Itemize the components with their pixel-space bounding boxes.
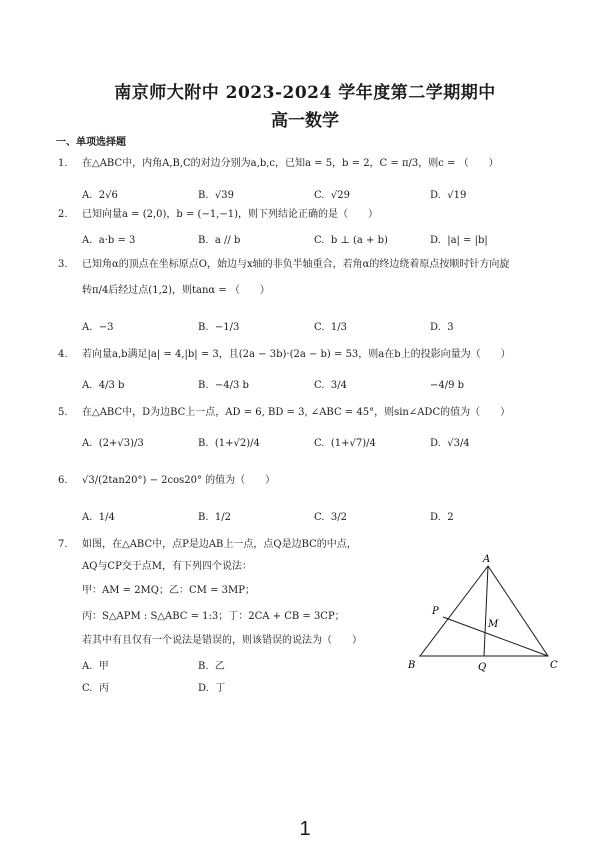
- option-b: B. 1/2: [198, 512, 231, 523]
- question-1-text: 在△ABC中，内角A,B,C的对边分别为a,b,c，已知a = 5，b = 2，C = π/3，则c = （ ）: [82, 158, 499, 169]
- triangle-abc: [420, 566, 548, 656]
- question-7-line5: 若其中有且仅有一个说法是错误的，则该错误的说法为（ ）: [82, 635, 362, 646]
- question-3-line2: 转π/4后经过点(1,2)，则tanα = （ ）: [82, 285, 270, 296]
- option-d: D. √19: [430, 190, 467, 201]
- option-c: C. b ⊥ (a + b): [314, 235, 388, 246]
- option-c: C. 3/2: [314, 512, 347, 523]
- label-a: A: [483, 554, 491, 565]
- question-7-line2: AQ与CP交于点M，有下列四个说法：: [82, 561, 253, 572]
- question-5-text: 在△ABC中，D为边BC上一点，AD = 6, BD = 3, ∠ABC = 45°，则sin∠ADC的值为（ ）: [82, 407, 511, 418]
- option-d: D. 3: [430, 322, 454, 333]
- question-5: 5. 在△ABC中，D为边BC上一点，AD = 6, BD = 3, ∠ABC = 45°，则sin∠ADC的值为（ ）: [58, 407, 511, 418]
- page-subtitle: 高一数学: [271, 111, 339, 131]
- question-7-line4: 丙：S△APM : S△ABC = 1:3；丁：2CA + CB = 3CP；: [82, 611, 345, 622]
- triangle-figure: [400, 548, 570, 678]
- option-d: D. |a| = |b|: [430, 235, 488, 246]
- option-a: A. 1/4: [82, 512, 115, 523]
- option-b: B. 乙: [198, 661, 225, 672]
- option-c: C. 3/4: [314, 380, 347, 391]
- label-q: Q: [478, 662, 487, 673]
- option-a: A. 甲: [82, 661, 109, 672]
- option-c: C. (1+√7)/4: [314, 438, 376, 449]
- option-c: C. 丙: [82, 683, 109, 694]
- option-a: A. 2√6: [82, 190, 118, 201]
- option-d: D. 丁: [198, 683, 226, 694]
- option-a: A. (2+√3)/3: [82, 438, 144, 449]
- option-b: B. −1/3: [198, 322, 240, 333]
- option-b: B. (1+√2)/4: [198, 438, 260, 449]
- option-c: C. 1/3: [314, 322, 347, 333]
- question-7-line3: 甲：AM = 2MQ；乙：CM = 3MP；: [82, 585, 255, 596]
- question-6-text: √3/(2tan20°) − 2cos20° 的值为（ ）: [82, 475, 276, 486]
- option-b: B. a // b: [198, 235, 241, 246]
- question-2-text: 已知向量a = (2,0)，b = (−1,−1)，则下列结论正确的是（ ）: [82, 209, 379, 220]
- option-a: A. 4/3 b: [82, 380, 125, 391]
- question-2: 2. 已知向量a = (2,0)，b = (−1,−1)，则下列结论正确的是（ ）: [58, 209, 379, 220]
- label-m: M: [488, 619, 499, 630]
- option-b: B. √39: [198, 190, 234, 201]
- option-d: D. √3/4: [430, 438, 470, 449]
- page-title: 南京师大附中 2023-2024 学年度第二学期期中: [114, 83, 496, 103]
- question-4: 4. 若向量a,b满足|a| = 4,|b| = 3，且(2a − 3b)·(2a − b) = 53，则a在b上的投影向量为（ ）: [58, 349, 511, 360]
- option-c: C. √29: [314, 190, 350, 201]
- question-7-text: 如图，在△ABC中，点P是边AB上一点，点Q是边BC的中点，: [82, 539, 357, 550]
- question-7: 7. 如图，在△ABC中，点P是边AB上一点，点Q是边BC的中点，: [58, 539, 357, 550]
- option-a: A. −3: [82, 322, 114, 333]
- segment-aq: [484, 566, 488, 656]
- option-a: A. a·b = 3: [82, 235, 136, 246]
- label-b: B: [408, 660, 416, 671]
- question-3: 3. 已知角α的顶点在坐标原点O，始边与x轴的非负半轴重合，若角α的终边绕着原点按顺时针方向旋: [58, 259, 510, 270]
- question-1: 1. 在△ABC中，内角A,B,C的对边分别为a,b,c，已知a = 5，b = 2，C = π/3，则c = （ ）: [58, 158, 499, 169]
- section-heading: 一、单项选择题: [56, 137, 126, 148]
- option-d: D. 2: [430, 512, 454, 523]
- option-b: B. −4/3 b: [198, 380, 249, 391]
- label-p: P: [432, 606, 439, 617]
- option-d: −4/9 b: [430, 380, 465, 391]
- page-number: 1: [299, 818, 311, 840]
- label-c: C: [550, 660, 558, 671]
- question-4-text: 若向量a,b满足|a| = 4,|b| = 3，且(2a − 3b)·(2a − b) = 53，则a在b上的投影向量为（ ）: [82, 349, 511, 360]
- question-6: 6. √3/(2tan20°) − 2cos20° 的值为（ ）: [58, 475, 276, 486]
- question-3-text: 已知角α的顶点在坐标原点O，始边与x轴的非负半轴重合，若角α的终边绕着原点按顺时针方向旋: [82, 259, 510, 270]
